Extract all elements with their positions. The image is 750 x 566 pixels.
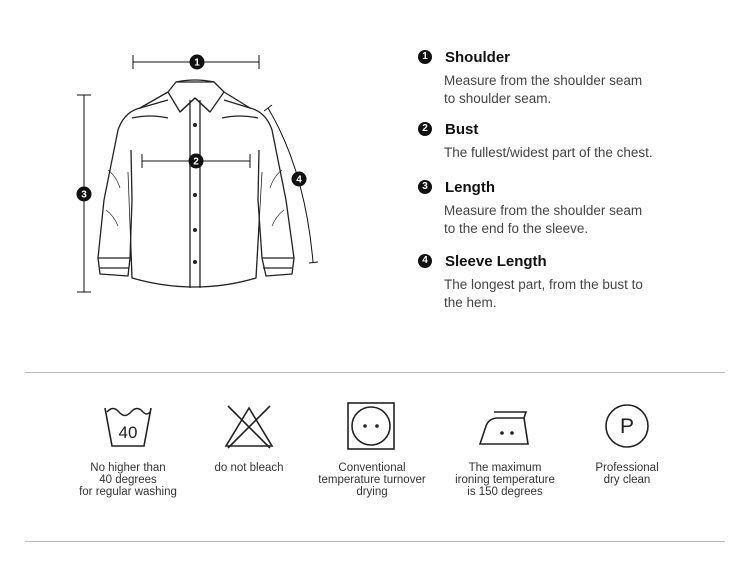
- marker-4: [292, 172, 307, 187]
- number-badge: 3: [418, 180, 432, 194]
- marker-1: [190, 55, 205, 70]
- measure-length: [418, 178, 738, 238]
- measure-description: [444, 144, 704, 162]
- care-label: Professional dry clean: [595, 462, 659, 486]
- bottom-divider: [25, 541, 725, 542]
- description-line: The longest part, from the bust to: [444, 277, 643, 292]
- svg-text:40: 40: [118, 423, 138, 442]
- wash-40-icon: [101, 400, 155, 452]
- svg-text:1: 1: [194, 57, 200, 69]
- marker-3: [77, 187, 92, 202]
- measure-sleeve-length: [418, 252, 738, 312]
- number-badge: 4: [418, 254, 432, 268]
- tumble-dry-icon: [345, 400, 399, 452]
- care-label: The maximum ironing temperature is 150 degrees: [455, 462, 555, 498]
- care-iron: [435, 400, 575, 498]
- no-bleach-icon: [222, 400, 276, 452]
- marker-2: [189, 154, 204, 169]
- number-badge: 2: [418, 122, 432, 136]
- description-line: The fullest/widest part of the chest.: [444, 145, 653, 160]
- description-line: Measure from the shoulder seam: [444, 73, 643, 88]
- description-line: Measure from the shoulder seam: [444, 203, 643, 218]
- measure-description: [444, 72, 704, 108]
- care-wash: [58, 400, 198, 498]
- care-label: do not bleach: [214, 462, 284, 474]
- number-badge: 1: [418, 50, 432, 64]
- svg-text:2: 2: [193, 156, 199, 168]
- shirt-outline: [98, 80, 294, 288]
- description-line: to shoulder seam.: [444, 91, 552, 106]
- iron-icon: [476, 400, 534, 452]
- measure-description: [444, 276, 704, 312]
- measure-title: Length: [445, 178, 495, 196]
- shirt-diagram: [0, 0, 400, 340]
- measure-shoulder: [418, 48, 738, 108]
- description-line: the hem.: [444, 295, 497, 310]
- measure-bust: [418, 120, 738, 162]
- measure-title: Bust: [445, 120, 479, 138]
- measure-description: [444, 202, 704, 238]
- measure-title: Sleeve Length: [445, 252, 547, 270]
- top-divider: [25, 372, 725, 373]
- svg-text:3: 3: [81, 189, 87, 201]
- care-tumble-dry: [302, 400, 442, 498]
- dry-clean-icon: [600, 400, 654, 452]
- svg-text:P: P: [619, 415, 635, 438]
- care-label: No higher than 40 degrees for regular washing: [79, 462, 177, 498]
- care-no-bleach: [179, 400, 319, 474]
- care-label: Conventional temperature turnover drying: [318, 462, 426, 498]
- care-dry-clean: [557, 400, 697, 486]
- svg-text:4: 4: [296, 174, 302, 186]
- description-line: to the end fo the sleeve.: [444, 221, 589, 236]
- measure-title: Shoulder: [445, 48, 511, 66]
